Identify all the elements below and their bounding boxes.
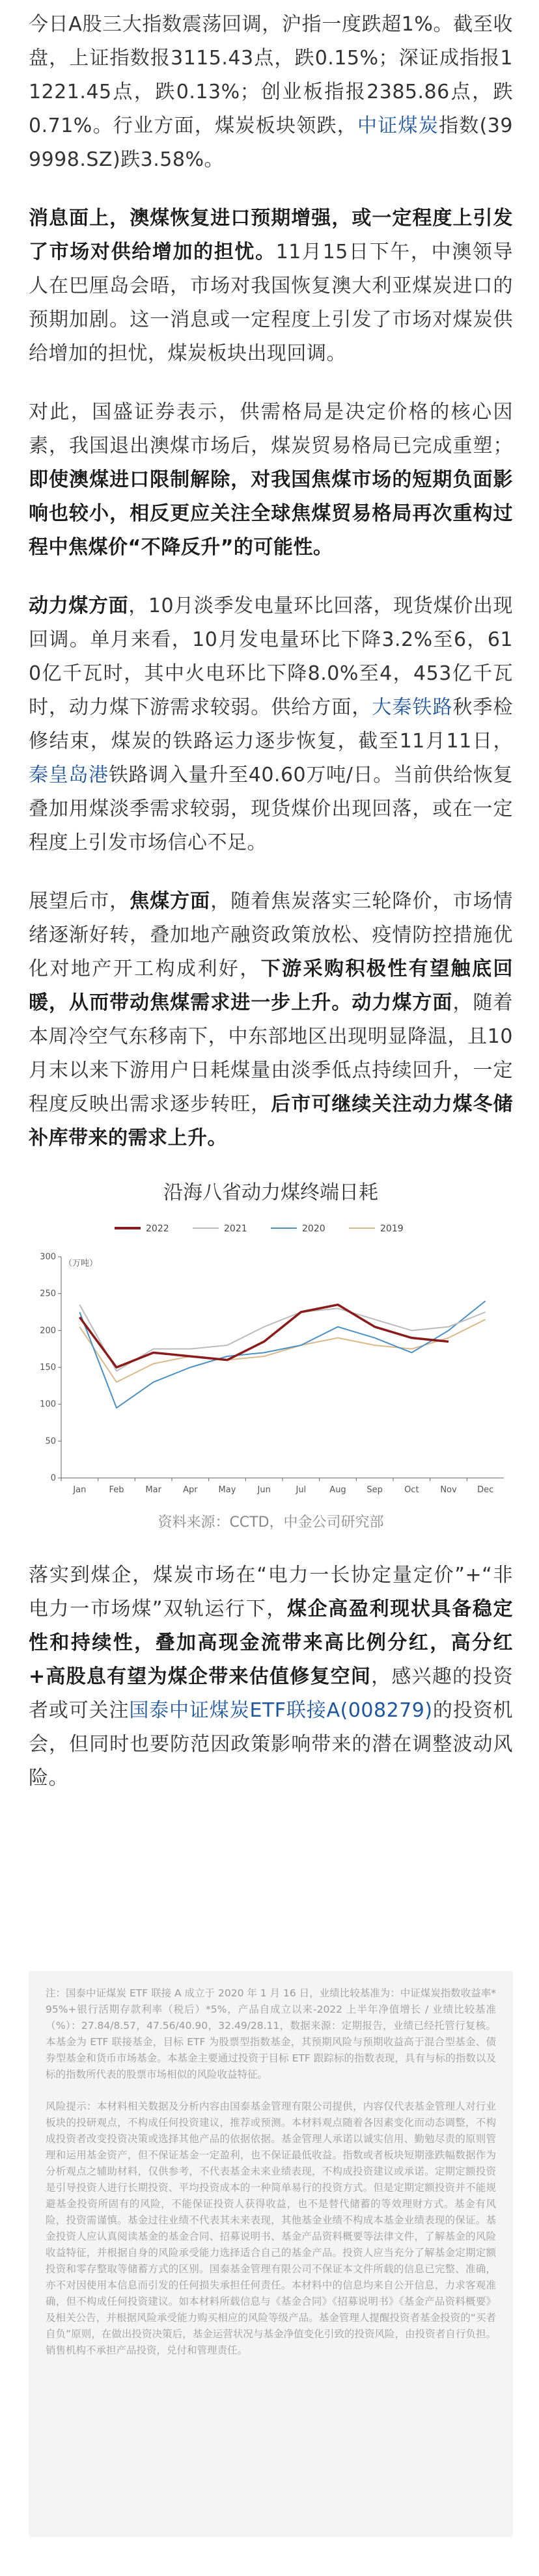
x-tick-label: Jun [257, 1485, 271, 1495]
series-line-2022 [79, 1305, 449, 1367]
paragraph-market-summary [29, 8, 513, 177]
text-segment: 秋季检修结束，煤炭的铁路运力逐步恢复，截至11月11日， [29, 696, 514, 753]
text-segment: 今日A股三大指数震荡回调，沪指一度跌超1%。截至收盘，上证指数报3115.43点，跌0.15%；深证成指报11221.45点，跌0.13%；创业板指报2385.86点，跌0.71%。行业方面，煤炭板块领跌， [29, 13, 513, 137]
link-qinhuangdao-port[interactable]: 秦皇岛港 [29, 764, 109, 786]
legend-label: 2020 [302, 1224, 325, 1234]
y-tick-label: 150 [40, 1363, 56, 1373]
link-csi-coal-index[interactable]: 中证煤炭 [357, 114, 439, 137]
text-segment: 展望后市， [29, 890, 130, 913]
text-segment: ，10月淡季发电量环比回落，现货煤价出现回调。单月来看，10月发电量环比下降3.2%至6，610亿千瓦时，其中火电环比下降8.0%至4，453亿千瓦时，动力煤下游需求较弱。供给方面， [29, 595, 514, 719]
text-segment: ，感兴趣的投资者或可关注 [29, 1665, 514, 1722]
x-tick-label: Mar [145, 1485, 161, 1495]
series-line-2021 [79, 1305, 485, 1371]
text-segment: 的投资机会，但同时也要防范因政策影响带来的潜在调整波动风险。 [29, 1699, 514, 1790]
article-body [29, 0, 513, 1820]
x-tick-label: Aug [329, 1485, 346, 1495]
y-tick-label: 100 [40, 1399, 56, 1410]
legend-label: 2019 [380, 1224, 404, 1234]
y-tick-label: 50 [45, 1436, 56, 1447]
x-tick-label: Apr [183, 1485, 198, 1495]
y-tick-label: 200 [40, 1326, 56, 1336]
x-tick-label: May [218, 1485, 236, 1495]
paragraph-outlook [29, 885, 513, 1155]
series-line-2020 [79, 1301, 485, 1408]
x-tick-label: Jul [296, 1485, 307, 1495]
text-segment: 指数(399998.SZ)跌3.58%。 [29, 114, 513, 171]
y-tick-label: 300 [40, 1252, 56, 1262]
text-segment: 落实到煤企，煤炭市场在“电力一长协定量定价”+“非电力一市场煤”双轨运行下， [29, 1564, 513, 1620]
paragraph-thermal-coal [29, 589, 513, 860]
link-fund-008279[interactable]: 国泰中证煤炭ETF联接A(008279) [129, 1699, 433, 1722]
bold-text: 动力煤方面 [29, 595, 129, 617]
bold-text: 后市可继续关注动力煤冬储补库带来的需求上升。 [29, 1093, 514, 1149]
text-segment: 11月15日下午，中澳领导人在巴厘岛会晤，市场对我国恢复澳大利亚煤炭进口的预期加剧。这一消息或一定程度上引发了市场对煤炭供给增加的担忧，煤炭板块出现回调。 [29, 241, 513, 365]
x-tick-label: Oct [404, 1485, 419, 1495]
risk-disclaimer: 风险提示：本材料相关数据及分析内容由国泰基金管理有限公司提供，内容仅代表基金管理人对行业板块的投研观点，不构成任何投资建议，推荐或预测。本材料观点随着各因素变化而动态调整，不构成投资者改变投资决策或选择其他产品的依据依据。基金管理人承诺以诚实信用、勤勉尽责的原则管理和运用基金资产，但不保证基金一定盈利，也不保证最低收益。指数或者板块短期涨跌幅数据作为分析观点之辅助材料，仅供参考，不代表基金未来业绩表现，不构成投资建议或承诺。定期定额投资是引导投资人进行长期投资、平均投资成本的一种简单易行的投资方式。但是定期定额投资并不能规避基金投资所固有的风险，不能保证投资人获得收益，也不是替代储蓄的等效理财方式。基金有风险，投资需谨慎。基金过往业绩不代表其未来表现，其他基金业绩不构成本基金业绩表现的保证。基金投资人应认真阅读基金的基金合同、招募说明书、基金产品资料概要等法律文件，了解基金的风险收益特征，并根据自身的风险承受能力选择适合自己的基金产品。投资人应当充分了解基金定期定额投资和零存整取等储蓄方式的区别。国泰基金管理有限公司不保证本文件所载的信息已完整、准确，亦不对因使用本信息而引发的任何损失承担任何责任。本材料中的信息均来自公开信息，力求客观准确，但不构成任何投资建议。如本材料所载信息与《基金合同》《招募说明书》《基金产品资料概要》及相关公告，并根据风险承受能力购买相应的风险等级产品。基金管理人提醒投资者基金投资的“买者自负”原则，在做出投资决策后，基金运营状况与基金净值变化引致的投资风险，由投资者自行负担。销售机构不承担产品投资，兑付和管理责任。 [46, 2100, 496, 2356]
text-segment: ，随着焦炭落实三轮降价，市场情绪逐渐好转，叠加地产融资政策放松、疫情防控措施优化对地产开工构成利好， [29, 890, 514, 980]
paragraph-analysis [29, 396, 513, 565]
paragraph-news [29, 202, 513, 371]
bold-text: 即使澳煤进口限制解除，对我国焦煤市场的短期负面影响也较小，相反更应关注全球焦煤贸易格局再次重构过程中焦煤价“不降反升”的可能性。 [29, 468, 513, 559]
bold-text: 焦煤方面 [130, 890, 211, 913]
y-tick-label: 0 [50, 1473, 56, 1483]
bold-text: 消息面上，澳煤恢复进口预期增强，或一定程度上引发了市场对供给增加的担忧。 [29, 207, 513, 263]
x-tick-label: Sep [366, 1485, 383, 1495]
chart-container [29, 1180, 513, 1504]
coal-consumption-chart [29, 1218, 513, 1504]
link-daqin-railway[interactable]: 大秦铁路 [372, 696, 453, 719]
x-tick-label: Nov [440, 1485, 457, 1495]
bold-text: 下游采购积极性有望触底回暖，从而带动焦煤需求进一步上升。动力煤方面 [29, 958, 513, 1014]
x-tick-label: Jan [73, 1485, 87, 1495]
fund-note: 注：国泰中证煤炭 ETF 联接 A 成立于 2020 年 1 月 16 日，业绩比较基准为：中证煤炭指数收益率*95%+银行活期存款利率（税后）*5%，产品自成立以来-2022 上半年净值增长 / 业绩比较基准（%）：27.84/8.57，47.56/40.90，32.49/28.11，数据来源：定期报告，业绩已经托管行复核。本基金为 ETF 联接基金，目标 ETF 为股票型指数基金，其预期风险与预期收益高于混合型基金、债券型基金和货币市场基金。本基金主要通过投资于目标 ETF 跟踪标的指数表现，具有与标的指数以及标的指数所代表的股票市场相似的风险收益特征。 [46, 1987, 496, 2080]
legend-label: 2021 [224, 1224, 247, 1234]
y-tick-label: 250 [40, 1289, 56, 1299]
x-tick-label: Feb [109, 1485, 124, 1495]
paragraph-conclusion [29, 1559, 513, 1795]
text-segment: ，随着本周冷空气东移南下，中东部地区出现明显降温，且10月末以来下游用户日耗煤量由淡季低点持续回升，一定程度反映出需求逐步转旺， [29, 991, 514, 1116]
text-segment: 对此，国盛证券表示，供需格局是决定价格的核心因素，我国退出澳煤市场后，煤炭贸易格局已完成重塑； [29, 401, 513, 457]
disclaimer-box [29, 1971, 513, 2537]
x-tick-label: Dec [477, 1485, 494, 1495]
legend-label: 2022 [146, 1224, 169, 1234]
chart-source: 资料来源：CCTD，中金公司研究部 [158, 1514, 384, 1531]
chart-title: 沿海八省动力煤终端日耗 [163, 1181, 378, 1204]
text-segment: 铁路调入量升至40.60万吨/日。当前供给恢复叠加用煤淡季需求较弱，现货煤价出现回落，或在一定程度上引发市场信心不足。 [29, 764, 514, 854]
bold-text: 煤企高盈利现状具备稳定性和持续性，叠加高现金流带来高比例分红，高分红+高股息有望为煤企带来估值修复空间 [29, 1598, 514, 1688]
y-unit-label: （万吨） [64, 1259, 98, 1268]
